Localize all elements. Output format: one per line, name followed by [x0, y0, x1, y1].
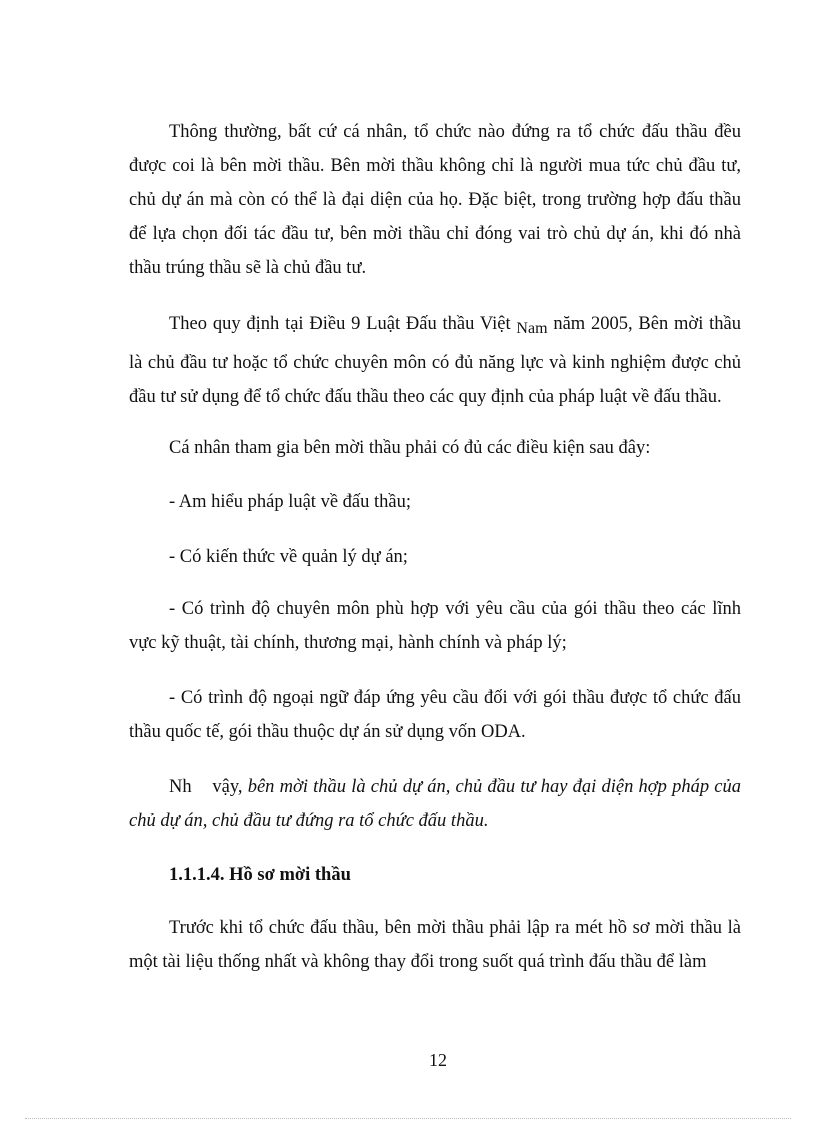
list-item-condition-4 [129, 681, 741, 749]
paragraph-law-article-9 [129, 307, 741, 414]
paragraph-bid-inviter-definition [129, 115, 741, 285]
paragraph-text: Nh [169, 777, 192, 797]
list-item-text: - Có kiến thức về quản lý dự án; [169, 547, 408, 567]
paragraph-summary [129, 770, 741, 838]
list-item-text: - Có trình độ ngoại ngữ đáp ứng yêu cầu đối với gói thầu được tổ chức đấu thầu quốc tế, gói thầu thuộc dự án sử dụng vốn ODA. [129, 688, 741, 742]
paragraph-text: năm 2005, Bên mời thầu là chủ đầu tư hoặc tổ chức chuyên môn có đủ năng lực và kinh nghiệm được chủ đầu tư sử dụng để tổ chức đấu thầu theo các quy định của pháp luật về đấu thầu. [129, 314, 741, 407]
list-item-condition-2 [169, 540, 781, 574]
paragraph-conditions-intro [169, 431, 781, 465]
list-item-text: - Am hiểu pháp luật về đấu thầu; [169, 492, 411, 512]
paragraph-text: Thông thường, bất cứ cá nhân, tổ chức nào đứng ra tổ chức đấu thầu đều được coi là bên mời thầu. Bên mời thầu không chỉ là người mua tức chủ đầu tư, chủ dự án mà còn có thể là đại diện của họ. Đặc biệt, trong trường hợp đấu thầu để lựa chọn đối tác đầu tư, bên mời thầu chỉ đóng vai trò chủ dự án, khi đó nhà thầu trúng thầu sẽ là chủ đầu tư. [129, 122, 741, 278]
paragraph-text: Cá nhân tham gia bên mời thầu phải có đủ các điều kiện sau đây: [169, 438, 651, 458]
paragraph-text: vậy, [212, 777, 243, 797]
subscript-text: Nam [516, 320, 548, 337]
paragraph-bidding-documents [129, 911, 741, 979]
paragraph-text: Trước khi tổ chức đấu thầu, bên mời thầu phải lập ra mét hồ sơ mời thầu là một tài liệu thống nhất và không thay đổi trong suốt quá trình đấu thầu để làm [129, 918, 741, 972]
list-item-condition-3 [129, 592, 741, 660]
paragraph-text: Theo quy định tại Điều 9 Luật Đấu thầu Việt [169, 314, 517, 334]
section-heading: 1.1.1.4. Hồ sơ mời thầu [169, 865, 351, 885]
list-item-text: - Có trình độ chuyên môn phù hợp với yêu cầu của gói thầu theo các lĩnh vực kỹ thuật, tài chính, thương mại, hành chính và pháp lý; [129, 599, 741, 653]
italic-text: bên mời thầu là chủ dự án, chủ đầu tư hay đại diện hợp pháp của chủ dự án, chủ đầu tư đứng ra tổ chức đấu thầu. [129, 777, 741, 831]
footer-divider [25, 1118, 791, 1119]
list-item-condition-1 [169, 485, 781, 519]
page-number: 12 [429, 1050, 447, 1070]
